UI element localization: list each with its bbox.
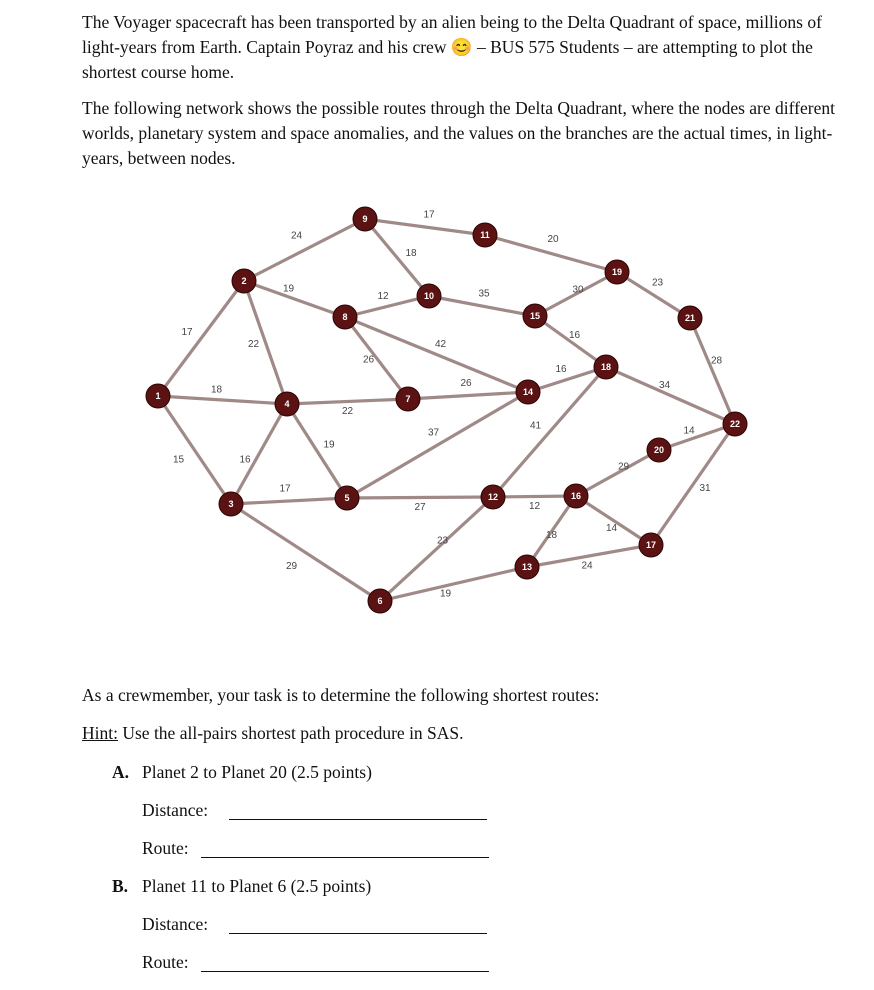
edge-1-4 <box>158 396 287 404</box>
edge-weight-18-22: 34 <box>658 380 671 392</box>
question-a-route-label: Route: <box>142 838 189 858</box>
edge-weight-13-16: 18 <box>545 530 558 542</box>
node-label-22: 22 <box>729 418 741 429</box>
edge-9-11 <box>365 219 485 235</box>
edge-weight-6-12: 23 <box>436 535 449 547</box>
hint-text: Use the all-pairs shortest path procedure in SAS. <box>117 723 464 743</box>
question-b-distance-label: Distance: <box>142 914 209 934</box>
edge-2-8 <box>244 281 345 317</box>
node-label-10: 10 <box>423 290 435 301</box>
edge-4-5 <box>287 404 347 498</box>
question-b-letter: B. <box>112 876 129 896</box>
edge-weight-15-18: 16 <box>568 330 581 342</box>
node-1 <box>146 384 170 408</box>
edge-weight-8-10: 12 <box>377 291 389 303</box>
node-4 <box>275 392 299 416</box>
edge-weight-8-14: 42 <box>434 339 447 351</box>
edge-weight-1-2: 17 <box>181 327 193 339</box>
node-15 <box>523 304 547 328</box>
node-label-9: 9 <box>362 213 368 224</box>
edge-weight-3-5: 17 <box>279 483 291 495</box>
node-8 <box>333 305 357 329</box>
question-a-distance <box>142 799 208 821</box>
edge-16-17 <box>576 496 651 545</box>
edge-weight-20-22: 14 <box>683 425 695 437</box>
node-3 <box>219 492 243 516</box>
question-a-text: Planet 2 to Planet 20 (2.5 points) <box>142 762 372 782</box>
node-label-16: 16 <box>570 490 582 501</box>
node-10 <box>417 284 441 308</box>
edge-5-12 <box>347 497 493 498</box>
node-label-8: 8 <box>342 311 348 322</box>
intro-paragraph-2: The following network shows the possible routes through the Delta Quadrant, where the nodes are different worlds, planetary system and space anomalies, and the values on the branches are the actual times, in light-years, between nodes. <box>82 98 835 168</box>
edge-9-10 <box>365 219 429 296</box>
node-11 <box>473 223 497 247</box>
edge-weight-10-15: 35 <box>478 288 490 300</box>
edge-weight-16-20: 29 <box>617 461 630 473</box>
edge-16-20 <box>576 450 659 496</box>
edge-3-5 <box>231 498 347 504</box>
route-network-diagram <box>0 180 874 630</box>
edge-weight-2-9: 24 <box>290 230 303 242</box>
hint-line <box>82 722 464 744</box>
node-5 <box>335 486 359 510</box>
edge-6-12 <box>380 497 493 601</box>
question-b-distance-blank[interactable] <box>229 933 487 934</box>
edge-weight-9-10: 18 <box>405 248 417 260</box>
edge-weight-9-11: 17 <box>423 209 435 221</box>
node-label-1: 1 <box>155 390 161 401</box>
node-13 <box>515 555 539 579</box>
edge-weight-13-17: 24 <box>581 560 593 572</box>
node-label-17: 17 <box>645 539 657 550</box>
question-a-route <box>142 837 189 859</box>
edge-weight-5-14: 37 <box>427 427 440 439</box>
node-label-4: 4 <box>284 398 290 409</box>
node-label-5: 5 <box>344 492 350 503</box>
node-19 <box>605 260 629 284</box>
node-label-11: 11 <box>480 229 490 240</box>
question-b-route-label: Route: <box>142 952 189 972</box>
edge-2-9 <box>244 219 365 281</box>
edge-weight-5-12: 27 <box>414 502 426 514</box>
node-2 <box>232 269 256 293</box>
node-label-18: 18 <box>600 361 612 372</box>
node-label-14: 14 <box>522 386 534 397</box>
edge-weight-16-17: 14 <box>605 523 618 535</box>
node-label-2: 2 <box>241 275 247 286</box>
node-22 <box>723 412 747 436</box>
edge-weight-7-14: 26 <box>460 378 472 390</box>
node-14 <box>516 380 540 404</box>
edge-5-14 <box>347 392 528 498</box>
edge-weight-6-13: 19 <box>439 588 452 600</box>
node-label-3: 3 <box>228 498 234 509</box>
edge-15-18 <box>535 316 606 367</box>
node-9 <box>353 207 377 231</box>
edge-1-2 <box>158 281 244 396</box>
edge-weight-4-7: 22 <box>341 406 354 418</box>
edge-1-3 <box>158 396 231 504</box>
question-a-route-blank[interactable] <box>201 857 489 858</box>
node-21 <box>678 306 702 330</box>
intro-paragraph-1: The Voyager spacecraft has been transported by an alien being to the Delta Quadrant of space, millions of light-years from Earth. Captain Poyraz and his crew 😊 – BUS 575 Students – are attempting to plot the shortest course home. <box>82 12 822 82</box>
question-b-route-blank[interactable] <box>201 971 489 972</box>
node-label-7: 7 <box>405 393 411 404</box>
node-6 <box>368 589 392 613</box>
edge-weight-8-7: 26 <box>362 354 375 366</box>
edge-weight-2-4: 22 <box>247 339 260 351</box>
edge-weight-21-22: 28 <box>710 355 723 367</box>
question-b <box>112 875 371 897</box>
edge-weight-15-19: 30 <box>572 284 584 296</box>
node-12 <box>481 485 505 509</box>
edge-weight-19-21: 23 <box>651 277 664 289</box>
node-label-6: 6 <box>377 595 383 606</box>
edge-4-7 <box>287 399 408 404</box>
edge-weight-3-4: 16 <box>239 454 251 466</box>
question-a-distance-label: Distance: <box>142 800 209 820</box>
edge-weight-3-6: 29 <box>285 561 298 573</box>
edge-weight-2-8: 19 <box>282 283 295 295</box>
hint-label: Hint: <box>82 723 118 743</box>
node-label-12: 12 <box>487 491 499 502</box>
question-a-distance-blank[interactable] <box>229 819 487 820</box>
edge-weight-14-18: 16 <box>555 364 567 376</box>
node-17 <box>639 533 663 557</box>
node-label-20: 20 <box>653 444 665 455</box>
node-20 <box>647 438 671 462</box>
edge-weight-4-5: 19 <box>323 439 335 451</box>
task-instruction: As a crewmember, your task is to determine the following shortest routes: <box>82 685 600 705</box>
node-label-19: 19 <box>611 266 623 277</box>
edge-7-14 <box>408 392 528 399</box>
question-b-distance <box>142 913 208 935</box>
edge-6-13 <box>380 567 527 601</box>
node-18 <box>594 355 618 379</box>
edge-weight-12-18: 41 <box>529 420 542 432</box>
question-b-text: Planet 11 to Planet 6 (2.5 points) <box>142 876 372 896</box>
edge-3-6 <box>231 504 380 601</box>
edge-weight-17-22: 31 <box>699 483 711 495</box>
question-a <box>112 761 372 783</box>
node-label-13: 13 <box>521 561 533 572</box>
node-label-15: 15 <box>529 310 541 321</box>
question-a-letter: A. <box>112 762 130 782</box>
edge-weight-1-4: 18 <box>210 384 223 396</box>
edge-weight-1-3: 15 <box>172 454 185 466</box>
question-b-route <box>142 951 189 973</box>
node-label-21: 21 <box>684 312 696 323</box>
edge-weight-12-16: 12 <box>528 501 541 513</box>
node-16 <box>564 484 588 508</box>
node-7 <box>396 387 420 411</box>
edge-weight-11-19: 20 <box>547 234 559 246</box>
